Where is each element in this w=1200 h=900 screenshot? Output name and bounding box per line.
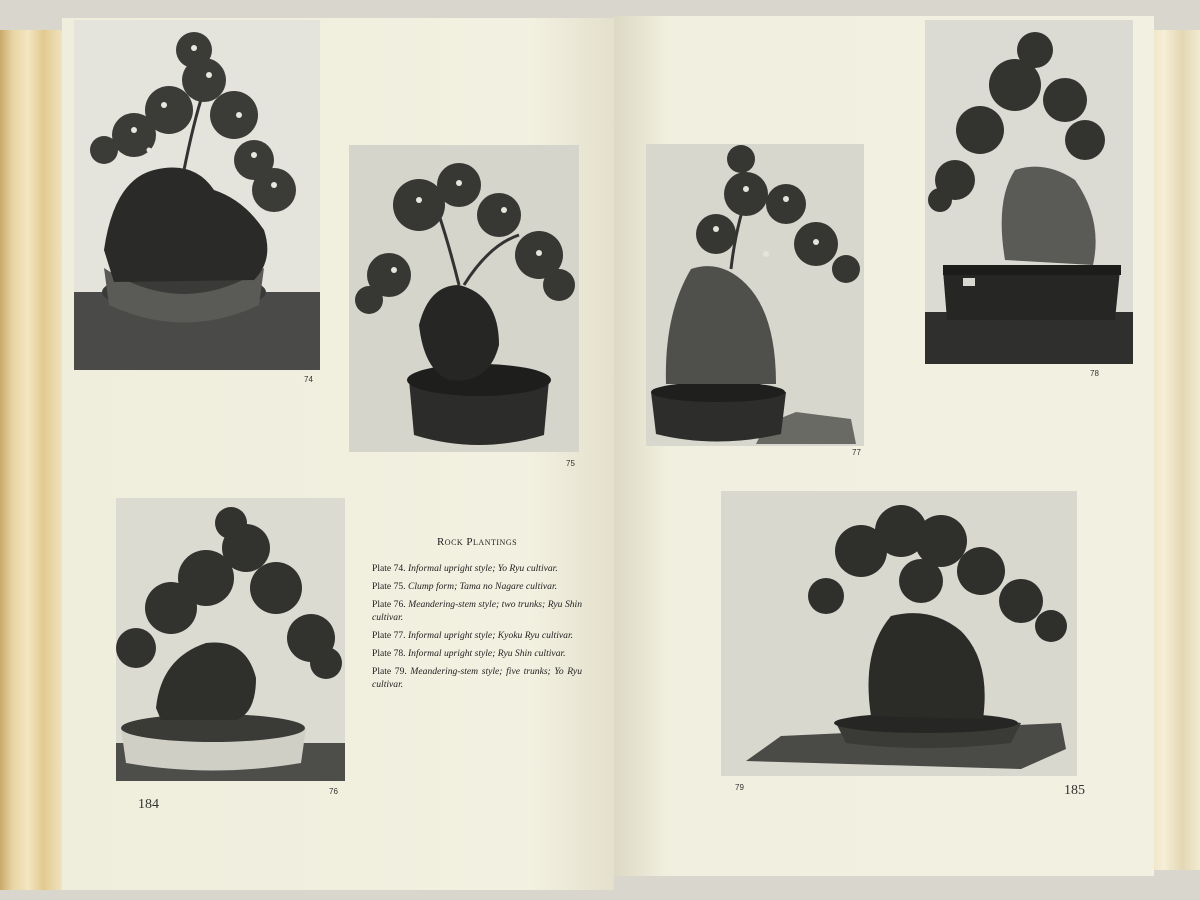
caption-text: Informal upright style; Ryu Shin cultivar.	[407, 648, 566, 659]
plate-77-photo	[646, 144, 864, 446]
plate-79-photo	[721, 491, 1077, 776]
caption-plate-76	[372, 598, 582, 624]
plate-74-number: 74	[304, 375, 313, 384]
caption-label: Plate 75.	[372, 581, 406, 592]
caption-label: Plate 77.	[372, 630, 406, 641]
section-title: Rock Plantings	[436, 536, 518, 548]
caption-text: Clump form; Tama no Nagare cultivar.	[407, 581, 558, 592]
plate-75-number: 75	[566, 459, 575, 468]
caption-plate-78	[372, 647, 582, 660]
plate-78-number: 78	[1090, 369, 1099, 378]
caption-label: Plate 74.	[372, 563, 406, 574]
caption-text: Informal upright style; Kyoku Ryu cultivar.	[407, 630, 574, 641]
plate-79-number: 79	[735, 783, 744, 792]
caption-block	[372, 536, 582, 696]
left-page-number: 184	[138, 797, 159, 812]
plate-76-number: 76	[329, 787, 338, 796]
plate-75-photo	[349, 145, 579, 452]
plate-76-photo	[116, 498, 345, 781]
plate-74-photo	[74, 20, 320, 370]
right-page-number: 185	[1064, 783, 1085, 798]
caption-plate-77	[372, 629, 582, 642]
left-page-edges	[0, 30, 62, 890]
caption-text: Informal upright style; Yo Ryu cultivar.	[407, 563, 558, 574]
plate-77-number: 77	[852, 448, 861, 457]
caption-text: Meandering-stem style; two trunks; Ryu Shin cultivar.	[372, 599, 583, 623]
caption-label: Plate 79.	[372, 666, 407, 677]
caption-plate-74	[372, 562, 582, 575]
caption-text: Meandering-stem style; five trunks; Yo Ryu cultivar.	[372, 666, 582, 690]
plate-78-photo	[925, 20, 1133, 364]
caption-label: Plate 78.	[372, 648, 406, 659]
caption-plate-75	[372, 580, 582, 593]
caption-label: Plate 76.	[372, 599, 406, 610]
caption-plate-79	[372, 665, 582, 691]
